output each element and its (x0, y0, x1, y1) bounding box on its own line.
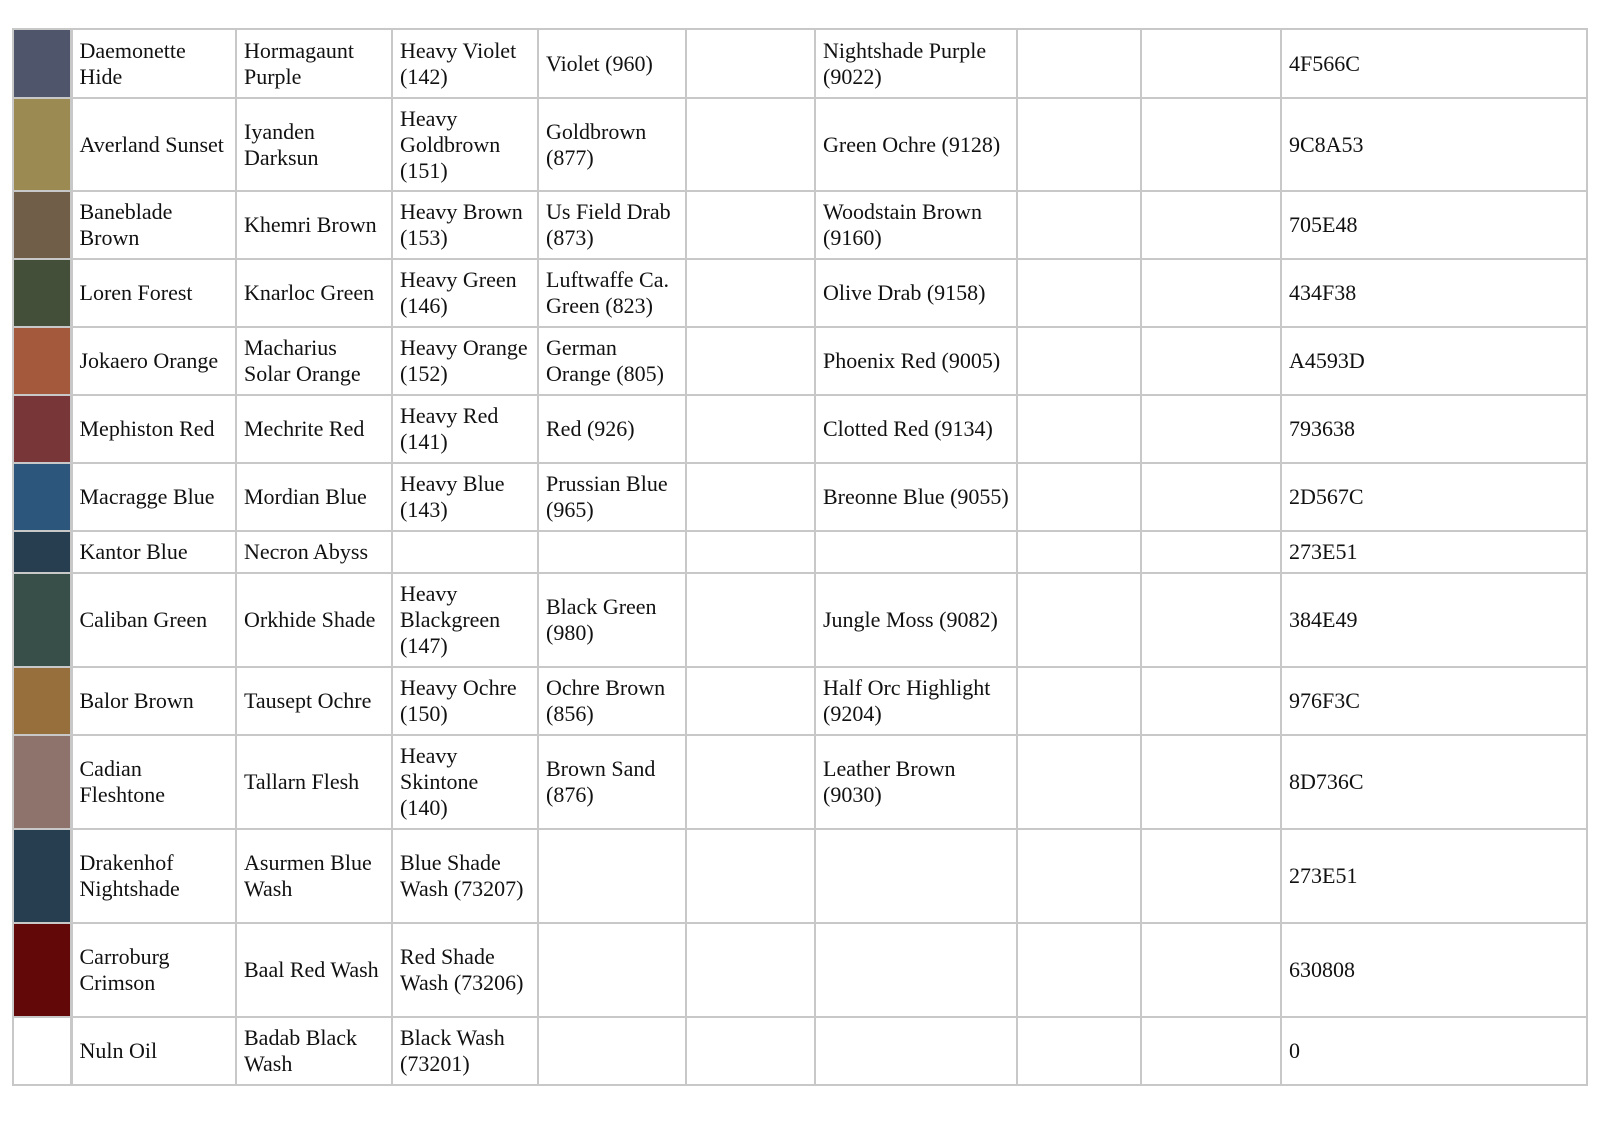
empty-cell (1141, 573, 1281, 667)
army-painter-cell: Phoenix Red (9005) (815, 327, 1017, 395)
table-row (13, 29, 1587, 98)
table-body (13, 29, 1587, 1085)
empty-cell (1017, 327, 1141, 395)
empty-cell (1141, 923, 1281, 1017)
empty-cell (1141, 667, 1281, 735)
vallejo-model-color-cell: German Orange (805) (538, 327, 686, 395)
vallejo-model-color-cell (538, 923, 686, 1017)
table-row (13, 531, 1587, 573)
vallejo-heavy-cell: Heavy Green (146) (392, 259, 538, 327)
empty-cell (1017, 395, 1141, 463)
table-row (13, 395, 1587, 463)
color-swatch (14, 924, 70, 1016)
vallejo-model-color-cell: Violet (960) (538, 29, 686, 98)
empty-cell (686, 463, 815, 531)
empty-cell (1141, 98, 1281, 191)
vallejo-model-color-cell: Red (926) (538, 395, 686, 463)
vallejo-model-color-cell: Prussian Blue (965) (538, 463, 686, 531)
new-citadel-name-cell: Kantor Blue (71, 531, 236, 573)
color-swatch-cell (13, 191, 71, 259)
empty-cell (1141, 29, 1281, 98)
vallejo-model-color-cell: Luftwaffe Ca. Green (823) (538, 259, 686, 327)
vallejo-model-color-cell: Ochre Brown (856) (538, 667, 686, 735)
old-citadel-name-cell: Orkhide Shade (236, 573, 392, 667)
empty-cell (686, 573, 815, 667)
color-swatch-cell (13, 1017, 71, 1085)
empty-cell (1017, 531, 1141, 573)
new-citadel-name-cell: Drakenhof Nightshade (71, 829, 236, 923)
table-row (13, 735, 1587, 829)
hex-code-cell: 273E51 (1281, 829, 1587, 923)
hex-code-cell: 705E48 (1281, 191, 1587, 259)
new-citadel-name-cell: Daemonette Hide (71, 29, 236, 98)
color-swatch-cell (13, 573, 71, 667)
empty-cell (1017, 829, 1141, 923)
color-swatch (14, 464, 70, 530)
old-citadel-name-cell: Tallarn Flesh (236, 735, 392, 829)
army-painter-cell: Nightshade Purple (9022) (815, 29, 1017, 98)
color-swatch-cell (13, 98, 71, 191)
army-painter-cell: Olive Drab (9158) (815, 259, 1017, 327)
color-swatch (14, 99, 70, 190)
color-swatch (14, 1018, 70, 1084)
hex-code-cell: 9C8A53 (1281, 98, 1587, 191)
old-citadel-name-cell: Mordian Blue (236, 463, 392, 531)
color-swatch (14, 192, 70, 258)
vallejo-heavy-cell: Heavy Ochre (150) (392, 667, 538, 735)
table-row (13, 667, 1587, 735)
color-swatch-cell (13, 395, 71, 463)
old-citadel-name-cell: Iyanden Darksun (236, 98, 392, 191)
table-row (13, 259, 1587, 327)
empty-cell (1141, 395, 1281, 463)
vallejo-heavy-cell: Heavy Skintone (140) (392, 735, 538, 829)
color-swatch (14, 668, 70, 734)
empty-cell (1017, 923, 1141, 1017)
old-citadel-name-cell: Knarloc Green (236, 259, 392, 327)
army-painter-cell: Woodstain Brown (9160) (815, 191, 1017, 259)
empty-cell (1141, 327, 1281, 395)
empty-cell (1141, 463, 1281, 531)
table-row (13, 573, 1587, 667)
vallejo-heavy-cell: Heavy Violet (142) (392, 29, 538, 98)
old-citadel-name-cell: Asurmen Blue Wash (236, 829, 392, 923)
empty-cell (686, 327, 815, 395)
new-citadel-name-cell: Jokaero Orange (71, 327, 236, 395)
hex-code-cell: 0 (1281, 1017, 1587, 1085)
empty-cell (1017, 1017, 1141, 1085)
empty-cell (686, 531, 815, 573)
color-swatch-cell (13, 259, 71, 327)
color-swatch-cell (13, 735, 71, 829)
table-row (13, 327, 1587, 395)
vallejo-heavy-cell: Heavy Orange (152) (392, 327, 538, 395)
hex-code-cell: 793638 (1281, 395, 1587, 463)
new-citadel-name-cell: Caliban Green (71, 573, 236, 667)
empty-cell (1141, 531, 1281, 573)
empty-cell (1141, 259, 1281, 327)
empty-cell (686, 1017, 815, 1085)
color-swatch-cell (13, 29, 71, 98)
hex-code-cell: 8D736C (1281, 735, 1587, 829)
hex-code-cell: 2D567C (1281, 463, 1587, 531)
army-painter-cell: Green Ochre (9128) (815, 98, 1017, 191)
army-painter-cell: Jungle Moss (9082) (815, 573, 1017, 667)
old-citadel-name-cell: Tausept Ochre (236, 667, 392, 735)
vallejo-heavy-cell: Heavy Goldbrown (151) (392, 98, 538, 191)
old-citadel-name-cell: Necron Abyss (236, 531, 392, 573)
vallejo-heavy-cell: Blue Shade Wash (73207) (392, 829, 538, 923)
new-citadel-name-cell: Macragge Blue (71, 463, 236, 531)
empty-cell (1141, 735, 1281, 829)
color-swatch-cell (13, 463, 71, 531)
old-citadel-name-cell: Mechrite Red (236, 395, 392, 463)
old-citadel-name-cell: Baal Red Wash (236, 923, 392, 1017)
new-citadel-name-cell: Nuln Oil (71, 1017, 236, 1085)
color-swatch-cell (13, 923, 71, 1017)
old-citadel-name-cell: Hormagaunt Purple (236, 29, 392, 98)
vallejo-heavy-cell (392, 531, 538, 573)
vallejo-model-color-cell: Goldbrown (877) (538, 98, 686, 191)
new-citadel-name-cell: Loren Forest (71, 259, 236, 327)
new-citadel-name-cell: Cadian Fleshtone (71, 735, 236, 829)
empty-cell (686, 667, 815, 735)
vallejo-model-color-cell (538, 531, 686, 573)
vallejo-heavy-cell: Heavy Blackgreen (147) (392, 573, 538, 667)
vallejo-model-color-cell: Us Field Drab (873) (538, 191, 686, 259)
hex-code-cell: 630808 (1281, 923, 1587, 1017)
army-painter-cell (815, 923, 1017, 1017)
color-swatch (14, 574, 70, 666)
vallejo-model-color-cell: Brown Sand (876) (538, 735, 686, 829)
color-swatch-cell (13, 531, 71, 573)
empty-cell (686, 259, 815, 327)
vallejo-heavy-cell: Heavy Brown (153) (392, 191, 538, 259)
vallejo-heavy-cell: Heavy Red (141) (392, 395, 538, 463)
hex-code-cell: A4593D (1281, 327, 1587, 395)
army-painter-cell (815, 1017, 1017, 1085)
empty-cell (686, 29, 815, 98)
table-row (13, 191, 1587, 259)
empty-cell (686, 829, 815, 923)
empty-cell (686, 735, 815, 829)
army-painter-cell: Half Orc Highlight (9204) (815, 667, 1017, 735)
new-citadel-name-cell: Baneblade Brown (71, 191, 236, 259)
old-citadel-name-cell: Badab Black Wash (236, 1017, 392, 1085)
empty-cell (686, 191, 815, 259)
vallejo-heavy-cell: Black Wash (73201) (392, 1017, 538, 1085)
hex-code-cell: 384E49 (1281, 573, 1587, 667)
army-painter-cell: Clotted Red (9134) (815, 395, 1017, 463)
army-painter-cell: Breonne Blue (9055) (815, 463, 1017, 531)
hex-code-cell: 273E51 (1281, 531, 1587, 573)
new-citadel-name-cell: Carroburg Crimson (71, 923, 236, 1017)
empty-cell (1141, 191, 1281, 259)
hex-code-cell: 4F566C (1281, 29, 1587, 98)
new-citadel-name-cell: Balor Brown (71, 667, 236, 735)
old-citadel-name-cell: Khemri Brown (236, 191, 392, 259)
table-row (13, 98, 1587, 191)
table-row (13, 923, 1587, 1017)
army-painter-cell (815, 531, 1017, 573)
empty-cell (1017, 735, 1141, 829)
empty-cell (1017, 98, 1141, 191)
table-row (13, 1017, 1587, 1085)
color-swatch (14, 396, 70, 462)
color-swatch (14, 830, 70, 922)
color-swatch (14, 30, 70, 97)
color-swatch (14, 328, 70, 394)
table-row (13, 829, 1587, 923)
empty-cell (1017, 29, 1141, 98)
color-swatch (14, 736, 70, 828)
vallejo-heavy-cell: Red Shade Wash (73206) (392, 923, 538, 1017)
color-swatch-cell (13, 667, 71, 735)
paint-conversion-table (12, 28, 1588, 1086)
army-painter-cell: Leather Brown (9030) (815, 735, 1017, 829)
empty-cell (686, 98, 815, 191)
table-row (13, 463, 1587, 531)
vallejo-model-color-cell (538, 1017, 686, 1085)
vallejo-model-color-cell: Black Green (980) (538, 573, 686, 667)
empty-cell (1017, 667, 1141, 735)
empty-cell (1017, 259, 1141, 327)
new-citadel-name-cell: Mephiston Red (71, 395, 236, 463)
color-swatch (14, 260, 70, 326)
hex-code-cell: 976F3C (1281, 667, 1587, 735)
vallejo-heavy-cell: Heavy Blue (143) (392, 463, 538, 531)
vallejo-model-color-cell (538, 829, 686, 923)
empty-cell (1141, 829, 1281, 923)
new-citadel-name-cell: Averland Sunset (71, 98, 236, 191)
empty-cell (1017, 463, 1141, 531)
color-swatch-cell (13, 829, 71, 923)
color-swatch (14, 532, 70, 572)
army-painter-cell (815, 829, 1017, 923)
empty-cell (1017, 191, 1141, 259)
hex-code-cell: 434F38 (1281, 259, 1587, 327)
empty-cell (686, 395, 815, 463)
empty-cell (1141, 1017, 1281, 1085)
color-swatch-cell (13, 327, 71, 395)
empty-cell (1017, 573, 1141, 667)
empty-cell (686, 923, 815, 1017)
old-citadel-name-cell: Macharius Solar Orange (236, 327, 392, 395)
